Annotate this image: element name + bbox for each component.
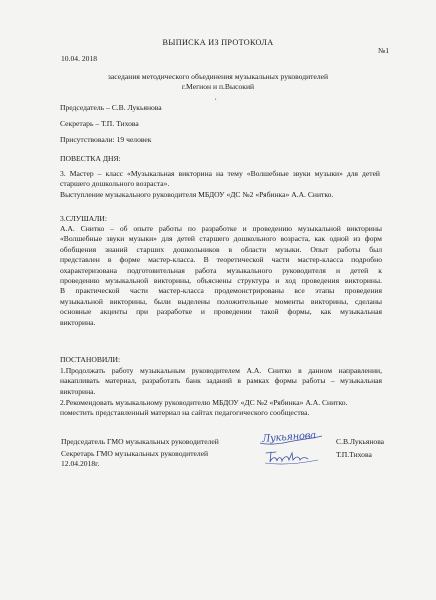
heard-line: основные акценты при разработке и проведении такой формы, как музыкальная xyxy=(60,307,382,317)
heard-line: обобщения знаний старших дошкольников в области музыки. Опыт работы был xyxy=(60,244,382,254)
heard-line: А.А. Снитко – об опыте работы по разработке и проведению музыкальной викторины xyxy=(60,224,382,233)
secretary-signature xyxy=(262,447,322,467)
heard-line: проведению музыкальной викторины, объяснены структура и ход проведения викторины. xyxy=(60,276,382,286)
meeting-subtitle-line1: заседания методического объединения музыкальных руководителей xyxy=(107,72,329,81)
heard-line: В практической части мастер-класса продемонстрированы все этапы проведения xyxy=(60,286,382,296)
document-title: ВЫПИСКА ИЗ ПРОТОКОЛА xyxy=(162,38,274,47)
secretary-line: Секретарь – Т.П. Тихова xyxy=(60,119,139,128)
document-date: 10.04. 2018 xyxy=(61,54,98,63)
chair-line: Председатель – С.В. Лукьянова xyxy=(60,103,162,112)
protocol-number: №1 xyxy=(378,46,390,55)
heard-line: представлен в форме мастер-класса. В теоретической части мастер-класса подробно xyxy=(60,255,382,265)
resolved-line: викторина. xyxy=(60,386,96,396)
heard-line: охарактеризована подготовительная работа музыкального руководителя и детей к xyxy=(60,265,382,275)
attendance-line: Присутствовали: 19 человек xyxy=(60,135,152,144)
heard-line: «Волшебные звуки музыки» для детей старшего дошкольного возраста, как одной из форм xyxy=(60,234,382,244)
resolved-line: накапливать материал, разработать банк заданий в рамках формы работы – музыкальная xyxy=(60,376,382,386)
heard-line: музыкальной викторины, были выделены положительные моменты викторины, сделаны xyxy=(60,296,382,306)
resolved-item-2 xyxy=(60,398,382,419)
agenda-line: 3. Мастер – класс «Музыкальная викторина на тему «Волшебные звуки музыки» для детей xyxy=(60,169,380,178)
chair-role: Председатель ГМО музыкальных руководителей xyxy=(61,437,219,446)
resolved-line: поместить представленный материал на сайтах педагогического сообщества. xyxy=(60,408,310,418)
secretary-role: Секретарь ГМО музыкальных руководителей xyxy=(61,449,209,458)
chair-signature: Лукьянова xyxy=(261,430,317,445)
heard-paragraph xyxy=(60,224,382,328)
resolved-line: 1.Продолжать работу музыкальным руководителем А.А. Снитко в данном направлении, xyxy=(60,366,382,375)
agenda-line: Выступление музыкального руководителя МБДОУ «ДС №2 «Рябинка» А.А. Снитко. xyxy=(60,189,334,199)
chair-signature-flourish xyxy=(258,430,326,446)
heard-line: викторина. xyxy=(60,317,96,327)
secretary-name: Т.П.Тихова xyxy=(336,450,372,459)
chair-name: С.В.Лукьянова xyxy=(336,437,385,446)
heard-heading: 3.СЛУШАЛИ: xyxy=(60,214,107,223)
resolved-item-1 xyxy=(60,366,382,397)
resolved-line: 2.Рекомендовать музыкальному руководителю МБДОУ «ДС №2 «Рябинка» А.А. Снитко. xyxy=(60,398,348,407)
agenda-line: старшего дошкольного возраста». xyxy=(60,179,170,189)
signature-date: 12.04.2018г. xyxy=(61,459,100,468)
agenda-item xyxy=(60,169,380,200)
resolved-heading: ПОСТАНОВИЛИ: xyxy=(60,355,121,364)
meeting-subtitle-line2: г.Мегион и п.Высокий xyxy=(181,82,255,91)
stray-mark: , xyxy=(215,95,217,101)
agenda-heading: ПОВЕСТКА ДНЯ: xyxy=(60,154,121,163)
